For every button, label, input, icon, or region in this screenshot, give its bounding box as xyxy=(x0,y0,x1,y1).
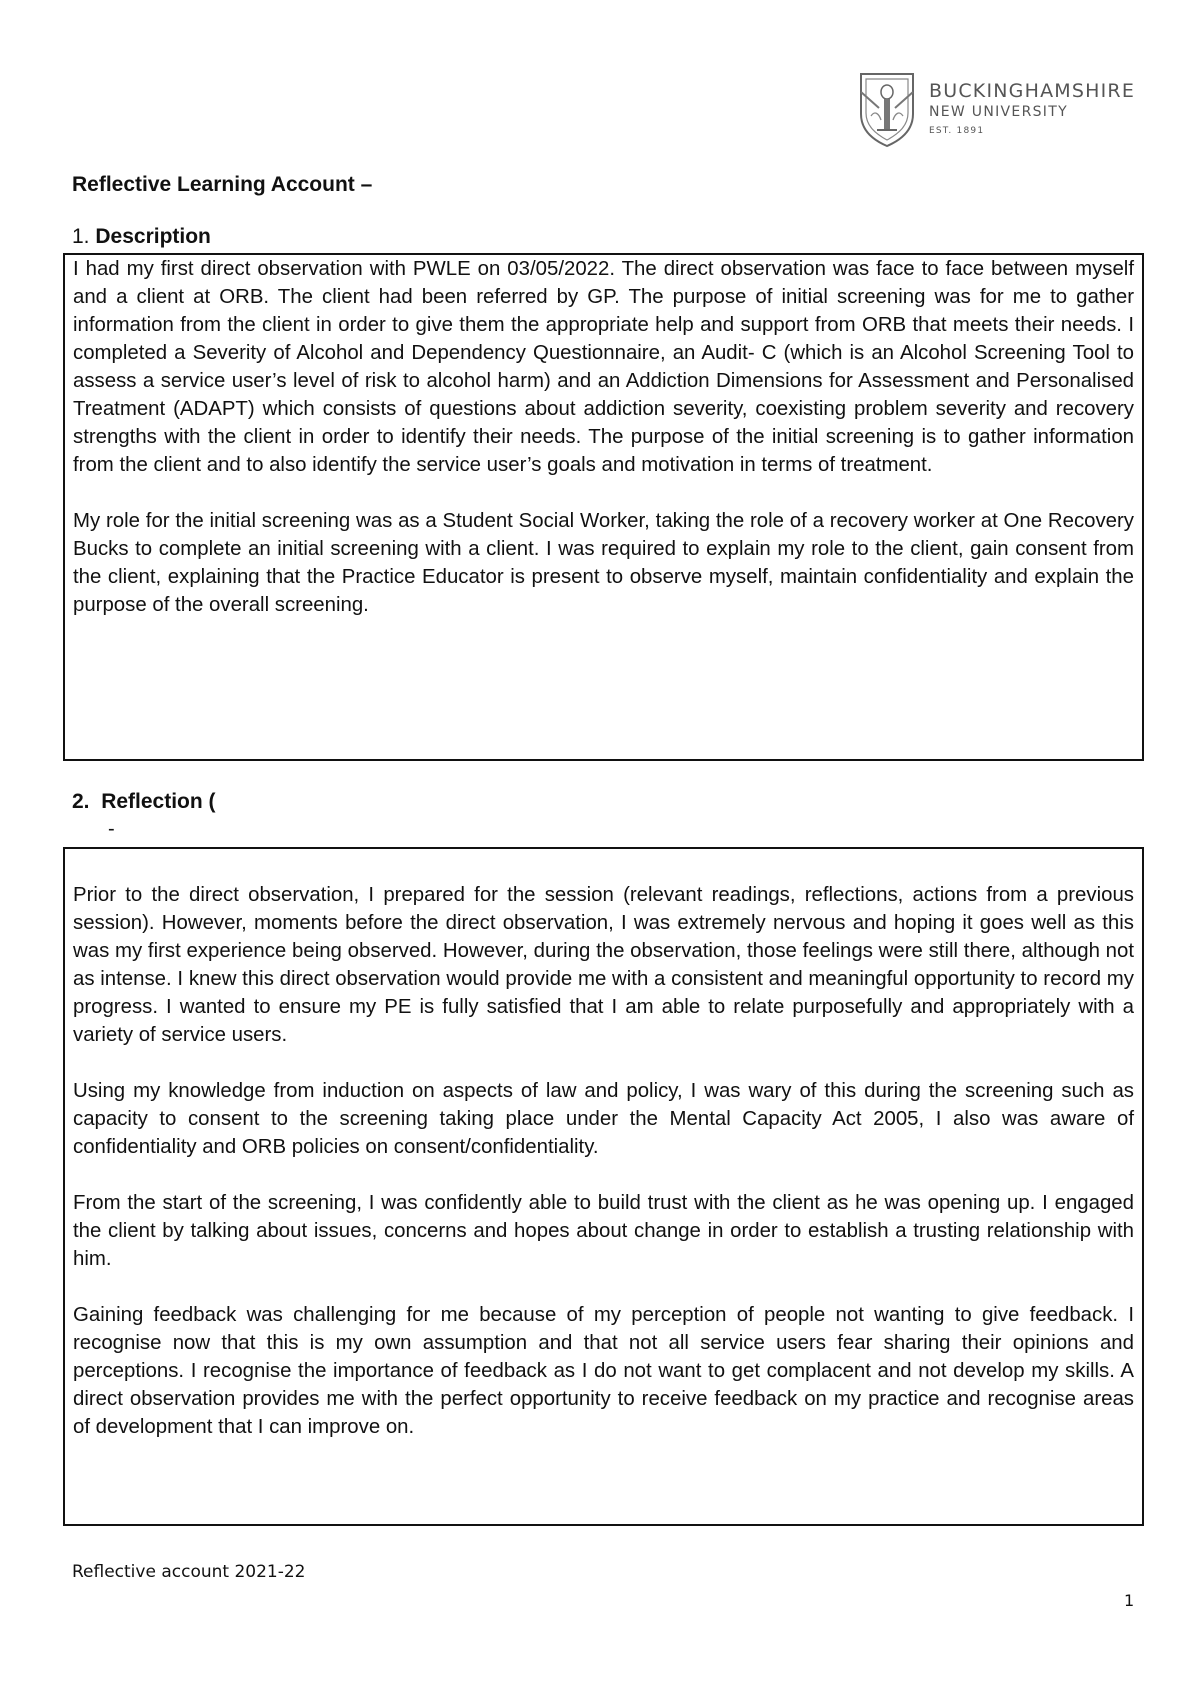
reflection-paragraph: From the start of the screening, I was confidently able to build trust with the client as he was opening up. I engaged the client by talking about issues, concerns and hopes about change in order to establish a trusting relationship with him. xyxy=(73,1192,1134,1270)
section-2-bullet: - xyxy=(108,818,115,840)
logo-university-name: BUCKINGHAMSHIRE xyxy=(929,80,1136,102)
section-1-heading xyxy=(72,225,211,249)
page-footer: Reflective account 2021-22 xyxy=(72,1562,306,1582)
reflection-paragraph: Using my knowledge from induction on aspects of law and policy, I was wary of this during the screening such as capacity to consent to the screening taking place under the Mental Capacity Act 2005, I also was aware of confidentiality and ORB policies on consent/confidentiality. xyxy=(73,1080,1134,1158)
section-2-number: 2. xyxy=(72,790,90,813)
section-1-number: 1. xyxy=(72,225,90,248)
reflection-paragraph: Prior to the direct observation, I prepared for the session (relevant readings, reflections, actions from a previous session). However, moments before the direct observation, I was extremely nervous and hoping it goes well as this was my first experience being observed. However, during the observation, those feelings were still there, although not as intense. I knew this direct observation would provide me with a consistent and meaningful opportunity to record my progress. I wanted to ensure my PE is fully satisfied that I am able to relate purposefully and appropriately with a variety of service users. xyxy=(73,884,1134,1046)
reflection-box xyxy=(63,847,1144,1526)
description-box xyxy=(63,253,1144,761)
description-paragraph: My role for the initial screening was as a Student Social Worker, taking the role of a recovery worker at One Recovery Bucks to complete an initial screening with a client. I was required to explain my role to the client, gain consent from the client, explaining that the Practice Educator is present to observe myself, maintain confidentiality and explain the purpose of the overall screening. xyxy=(73,510,1134,616)
reflection-paragraph: Gaining feedback was challenging for me because of my perception of people not wanting to give feedback. I recognise now that this is my own assumption and that not all service users fear sharing their opinions and perceptions. I recognise the importance of feedback as I do not want to get complacent and not develop my skills. A direct observation provides me with the perfect opportunity to receive feedback on my practice and recognise areas of development that I can improve on. xyxy=(73,1304,1134,1438)
university-logo xyxy=(857,70,1137,150)
page-number: 1 xyxy=(1124,1591,1135,1610)
crest-icon xyxy=(857,70,917,150)
logo-established: EST. 1891 xyxy=(929,126,985,136)
description-paragraph: I had my first direct observation with PWLE on 03/05/2022. The direct observation was face to face between myself and a client at ORB. The client had been referred by GP. The purpose of initial screening was for me to gather information from the client in order to give them the appropriate help and support from ORB that meets their needs. I completed a Severity of Alcohol and Dependency Questionnaire, an Audit- C (which is an Alcohol Screening Tool to assess a service user’s level of risk to alcohol harm) and an Addiction Dimensions for Assessment and Personalised Treatment (ADAPT) which consists of questions about addiction severity, coexisting problem severity and recovery strengths with the client in order to identify their needs. The purpose of the initial screening is to gather information from the client and to also identify the service user’s goals and motivation in terms of treatment. xyxy=(73,258,1134,476)
section-1-title: Description xyxy=(95,225,211,248)
logo-university-subname: NEW UNIVERSITY xyxy=(929,104,1068,120)
document-title: Reflective Learning Account – xyxy=(72,173,373,196)
section-2-heading xyxy=(72,790,216,814)
section-2-title: Reflection ( xyxy=(101,790,216,813)
